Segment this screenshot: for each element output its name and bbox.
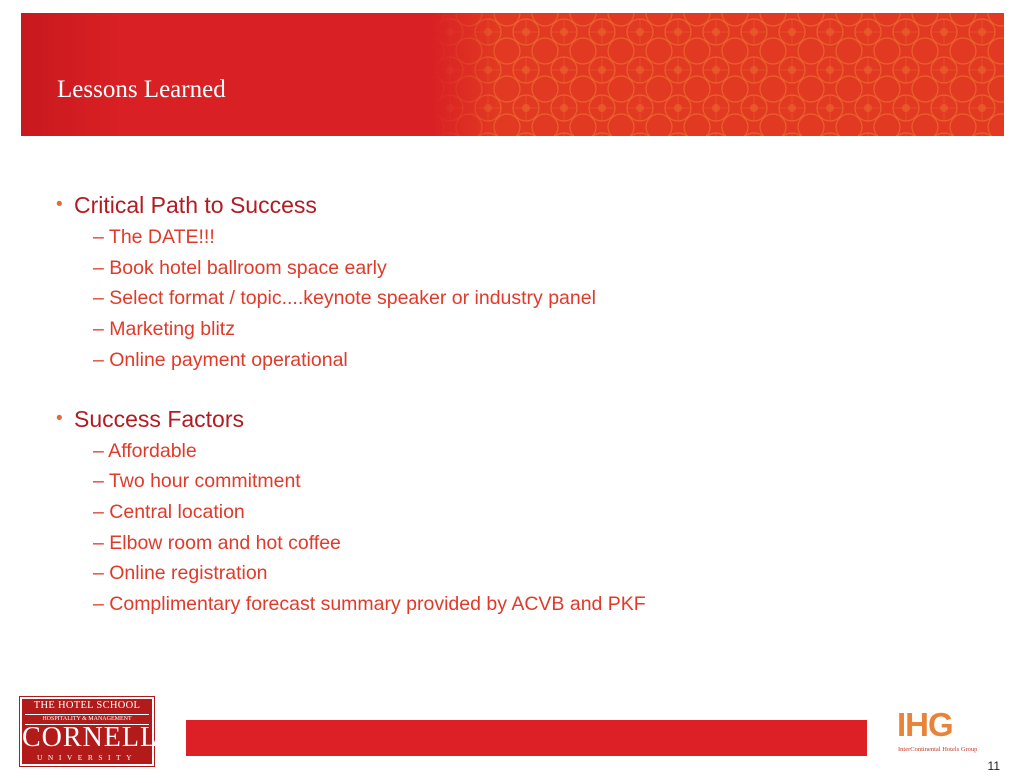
list-item: – Select format / topic....keynote speaker or industry panel (93, 287, 596, 310)
list-item: – Book hotel ballroom space early (93, 256, 387, 279)
bullet-dot-icon: • (56, 407, 63, 429)
page-title: Lessons Learned (57, 76, 226, 103)
ihg-logo (895, 708, 995, 758)
list-item: – Affordable (93, 439, 197, 462)
sub-bullet-list (56, 436, 976, 620)
list-item: – Complimentary forecast summary provided by ACVB and PKF (93, 593, 646, 616)
list-item: – Online payment operational (93, 348, 348, 371)
bullet-heading (56, 188, 976, 222)
ihg-logo-mark: IHG (897, 706, 953, 743)
logo-line-hotel-school: THE HOTEL SCHOOL (33, 700, 141, 711)
bullet-dot-icon: • (56, 194, 63, 215)
bullet-heading (56, 402, 976, 436)
list-item: – Two hour commitment (93, 470, 301, 493)
logo-line-hospitality: HOSPITALITY & MANAGEMENT (25, 714, 149, 725)
bullet-heading-text: Success Factors (74, 405, 244, 432)
bullet-section-success-factors (56, 402, 976, 620)
cornell-hotel-school-logo (20, 697, 159, 766)
list-item: – Marketing blitz (93, 318, 235, 341)
logo-line-cornell: CORNELL (22, 722, 159, 753)
slide-body (56, 188, 976, 646)
logo-line-university: UNIVERSITY (37, 753, 137, 762)
bullet-heading-text: Critical Path to Success (74, 192, 317, 218)
page-number: 11 (987, 759, 1000, 773)
footer-red-bar (186, 720, 867, 756)
list-item: – Elbow room and hot coffee (93, 531, 341, 554)
list-item: – Online registration (93, 562, 268, 585)
ihg-logo-name: InterContinental Hotels Group (898, 746, 978, 753)
bullet-section-critical-path (56, 188, 976, 376)
list-item: – Central location (93, 500, 245, 523)
banner-floral-pattern (431, 13, 1004, 136)
list-item: – The DATE!!! (93, 226, 215, 248)
title-banner (21, 13, 1004, 136)
sub-bullet-list (56, 222, 976, 376)
